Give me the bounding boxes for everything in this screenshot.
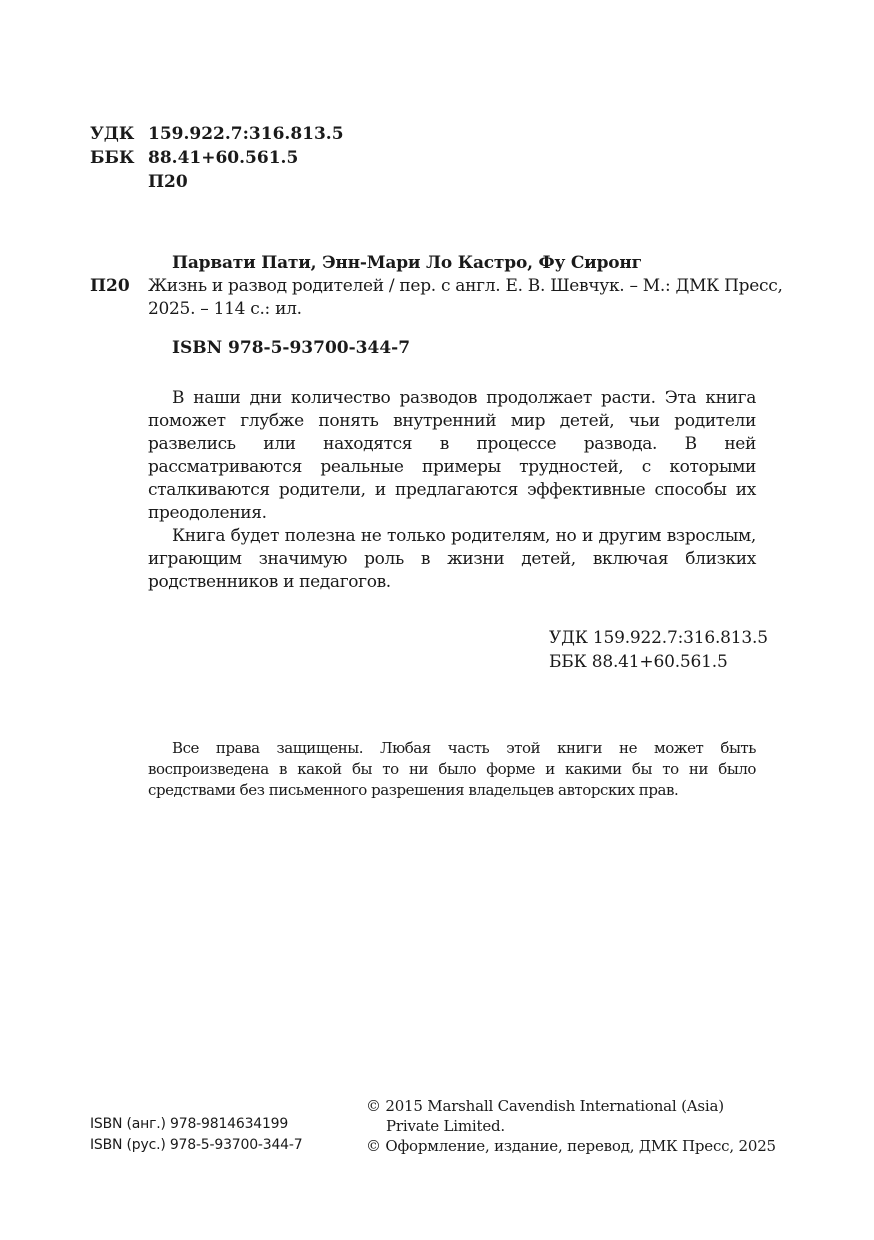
udk-label: УДК: [90, 124, 135, 144]
bbk-label: ББК: [90, 148, 135, 168]
rights-text: Все права защищены. Любая часть этой книги не может быть воспроизведена в какой бы то ни было форме и какими бы то ни было средствами без письменного разрешения владельцев авторских прав.: [148, 739, 756, 799]
author-code: П20: [148, 172, 188, 192]
annotation: [148, 387, 756, 594]
catalog-code: П20: [90, 276, 130, 296]
authors: Парвати Пати, Энн-Мари Ло Кастро, Фу Сиронг: [172, 253, 642, 273]
isbn-main: ISBN 978-5-93700-344-7: [172, 338, 411, 358]
udk-row: [90, 123, 344, 145]
copyright: [366, 1096, 776, 1156]
isbn-original: ISBN (анг.) 978-9814634199: [90, 1116, 289, 1132]
copyright-line-1: © 2015 Marshall Cavendish International (Asia): [366, 1097, 724, 1115]
bbk-value: 88.41+60.561.5: [148, 148, 299, 168]
bbk-bottom: ББК 88.41+60.561.5: [549, 652, 728, 672]
title-line-2: 2025. – 114 с.: ил.: [148, 299, 302, 319]
rights-notice: [148, 738, 756, 801]
copyright-line-2: Private Limited.: [386, 1117, 506, 1135]
copyright-line-3: © Оформление, издание, перевод, ДМК Пресс, 2025: [366, 1137, 776, 1155]
udk-value: 159.922.7:316.813.5: [148, 124, 344, 144]
isbn-russian: ISBN (рус.) 978-5-93700-344-7: [90, 1137, 303, 1153]
annotation-paragraph-1: В наши дни количество разводов продолжает расти. Эта книга поможет глубже понять внутренний мир детей, чьи родители развелись или находятся в процессе развода. В ней рассматриваются реальные примеры трудностей, с которыми сталкиваются родители, и предлагаются эффективные способы их преодоления.: [148, 388, 756, 523]
udk-bottom: УДК 159.922.7:316.813.5: [549, 628, 768, 648]
title-line-1: Жизнь и развод родителей / пер. с англ. Е. В. Шевчук. – М.: ДМК Пресс,: [148, 276, 783, 296]
author-code-row: [90, 171, 188, 193]
annotation-paragraph-2: Книга будет полезна не только родителям, но и другим взрослым, играющим значимую роль в жизни детей, включая близких родственников и педагогов.: [148, 526, 756, 592]
bbk-row: [90, 147, 298, 169]
